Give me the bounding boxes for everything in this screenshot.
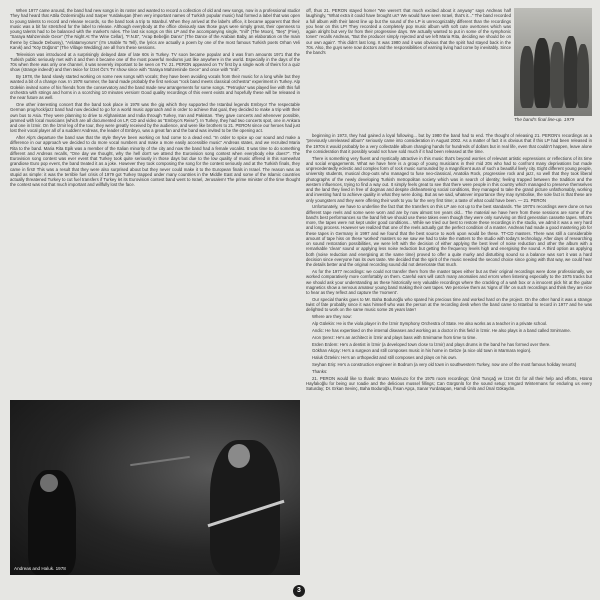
live-photo [10, 400, 300, 575]
paragraph: Haluk Öztekin: He's an orthopedist and still composes and plays on his own. [312, 355, 458, 361]
band-photo [514, 8, 592, 116]
article-column-left [10, 8, 300, 398]
paragraph: Where are they now: [312, 314, 352, 320]
paragraph: After Alp's departure the band saw that the style they've been working on had come to a dead end. "In order to spice up our sound and make a difference in our approach we decided to do more vocal numbers and make a more easily accessible music" Andreas states, and we recruited Maria Rita to the band. Maria Rita Epik was a member of the Italian minority of the city and now the band had a female vocalist. It was time to do something different and Andreas recalls, "One day we thought, why the hell don't we attend the Eurovision song contest when everybody else does?". The Eurovision song contest was ever event that Turkey took quite seriously in those days but due to the low quality of music offered in this somewhat grandiose Euro pop event, the band treated it as a joke. However they took composing the song for the contest seriously and at the Turkish finals, they came in first! This was a result that they were also surprised about but they never could make it to the European finals in Israel. The reason was as stupid as simple: it was the terrible fuel crisis of 1979 got Turkey trapped under many countries in the Middle East and some of the Islamic countries actually threatened Turkey to cut fuel transfers if Turkey let its Eurovision contest band went to Israel, Jerusalem! The prime minister of the time thought the contest was not that much important and willfully lost the face. [10, 135, 300, 188]
paragraph: There is something very fluent and mystically attractive in this music that's beyond worries of relevant artistic expressions or reflections of its time and social engagements. What we have here is a group of young musicians in their mid 20s who had to confront many deprivations but made unprecedentedly eclectic and complex form of rock music surrounded by a magnificent aura of such a beautiful lively city. Eight different young people, university students, musical drop-outs who managed to fuse neo-classical, Anatolia Rock, progressive rock and jazz, so well that they took liberal photographs of the newly developing Turkish metropolitan society which was in search of identity; feeling trapped between the tradition and the western influences, trying to find a way out. It simply feels great to see that there were people in this country which managed to preserve themselves and the land they lived in free of dogmas and despite disheartening social conditions, they managed to take the grand picture unfathomably, working and investing hard to achieve quality in what they were doing. But as we said, whatever importance they may symbolise, the sole fact is that these are only youngsters and they were offering their work to you for the very first time; a taste of what could have been. — 21. PERON [306, 155, 592, 203]
article-column-right-top [306, 8, 511, 130]
article-column-right [306, 133, 592, 583]
paragraph: As for the 1977 recordings: we could not transfer them from the master tapes either but as their original recordings were done professionally, we worked comparatively more comfortably on them. Careful ears will catch many anomalies and errors when listening especially to the 1975 tracks but we should ask your understanding as these historically very valuable recordings where the crackling of a wah box or a innocent pick hit at the guitar magnetics show a nervous amateur young band making their own tapes. We perceive them as 'signs of life' on such recordings and think they are nice to hear as they reflect and capture the 'moment'. [306, 269, 592, 296]
paragraph: Seyhan Eriş: He's a construction engineer in Bodrum (a very old town in southwestern Turkey, now one of the most famous holiday resorts) [312, 362, 577, 368]
paragraph: Erden Erdem: He's a dentist in İzmir (a developed town close to İzmir) and plays drums in the band he has formed over there. [312, 341, 551, 347]
paragraph: Alp Gülekin: He is the viola player in the İzmir Symphony Orchestra of State. He also works as a teacher in a private school. [312, 321, 548, 327]
paragraph: Television was introduced at a surprisingly delayed date of late 60s in Turkey. TV soon became popular and it was from amounts 1971 that the Turkish public seriously met with it and then it became one of the most powerful mediums just like anywhere in the world. Especially in the days of the 70s when there was only one channel, it was severely important to be seen on TV. 21. PERON appeared on TV first by a single work of theirs for a quiz show (strange indeed!) and then twice for İzzet Öz's TV show since with "Saraya Mahzeninde Gece" and once with "Inili". [10, 51, 300, 73]
paragraph: Our special thanks goes to Mr. Baha Boduroğlu who spared his precious time and worked hard on the project. On the other hand it was a strange twist of fate probably since it was himself who was the person at the recording desk when the band came to Istanbul to record in 1977 and he was delighted to work on the same music some 26 years later! [306, 296, 592, 313]
paragraph: When 1977 came around, the band had new songs in its roster and wanted to record a collection of old and new songs, now in a professional studio! They had heard that Attila Özdemiroğlu and Sarper Yurdakuşan (then very important names of Turkish popular music) had formed a label that was open to young talents to record and release records, so the band took a trip to Istanbul. When they arrived at the label's office, it became apparent that their music was a bit far stretched for the label to release. Although everybody at the office obviously saw those guys were simply great, their openness to young talents had to be balanced with the market's rules. The last six songs on this LP and the accompanying single, "Inili" (The Moon), "Beş" (Five), "Saraya Mahzeninde Gece" (The Night At The Wine Cellar), "F.N.B", "Arap Bebeğin Dansı" (The Dance of the Arabian Baby, an elaboration on the main theme by Claude Debussy), "Anlatamıyorum" (I'm Unable To Tell), the lyrics are actually a poem by one of the most famous Turkish poets Orhan Veli Kanık) and "Köy Düğünü" (The Village Wedding) are all from these sessions. [10, 8, 300, 50]
paragraph: One other interesting concert that the band took place in 1978 was the gig which they supported the Istanbul legends Embryo! The respectable German prog/rock/jazz band had now decided to go for a world music approach and in order to achieve that goal, they decided to make a trip with their own bus to Asia. They were planning to drive to Afghanistan and India through Turkey, Iran and Pakistan. They gave concerts and whenever possible, jammed with local musicians (which are all documented on LP, CD and video as "Embryo's Reise"). In Turkey, they had two concerts spot, one in Ankara and one in İzmir. On the İzmir leg of the tour, they were greatly received by the audience, and were like brothers to 21. PERON since our heroes had just lost their vocal player all of a sudden! Andreas, the leader of Embryo, was a great fan and the band was invited to be the opening act. [10, 102, 300, 134]
paragraph: Thanks: [312, 368, 328, 374]
page-number-badge: 3 [293, 585, 305, 597]
paragraph: By 1978, the band slowly started working on some new songs with vocals; they have been avoiding vocals from their music for a long while but they wanted a bit of a change now. In 1978 summer, the band made probably the first serious "rock band meets classical orchestra" experiment in Turkey. Alp Gülekin invited some of his friends from the conservatory and the band made new arrangements for some songs. "Petruşka" was played live with this full orchestra with strings and horns in a scorching 10 minutes version! Good quality recordings of this event exists and hopefully these will be released in the near future as well. [10, 74, 300, 101]
paragraph: off, thus 21. PERON stayed home! "We weren't that much excited about it anyway" says Andreas half laughingly, "What extra it could have brought us? We would have seen Israel, that's it..." The band recorded a full album with their latest line up but the sound of the LP is unrecognizably different than the recordings you hear on this LP! They recorded a completely pop music album with soft cute overtones which was again alright but very far from their progressive days. We actually wanted to put in some of the symphonic tones" recalls Andreas, "But the producer simply rejected and we left Maria Rita, deciding we should be on our own again". This didn't last long. It was 1980 and it was obvious that the spirit had stayed back in the 70s. Also, the guys were now doctors and the responsibilities of earning living had come by inevitably. Since the band's [306, 8, 511, 55]
paragraph: Aron Şerez: He's an architect in İzmir and plays bass with Smirname from time to time. [312, 334, 477, 340]
paragraph: beginning in 1973, they had gained a loyal following... but by 1980 the band had to end. The thought of releasing 21. PERON's recordings as a "previously unreleased album" seriously came into consideration in August 2002. As a matter of fact it is obvious that if this LP had been released in the 1970s it would probably be a very collectable album changing hands for hundreds of dollars but in real life, even that couldn't happen, leave alone the consideration that it possibly would not have sold much if it had been released at the time. [306, 133, 592, 154]
band-photo-caption: The band's final line-up. 1979 [514, 117, 575, 122]
live-photo-caption: Andreas and Haluk. 1978 [14, 566, 66, 571]
paragraph: Andic: He has expertised on the internal diseases and working as a doctor in this field in İzmir. He also plays in a band called Smirname. [312, 327, 571, 333]
paragraph: Unfortunately, we have to underline the fact that the transfers on this LP are not up to the best standards. The 1970's recordings were done on two different tape reels and some were worn and are by now almost ten years old... The material we have here from these sessions are some of the band's best performances so the band felt we should use these takes even though they were only surviving on third generation cassette tapes. What's more, the tapes were not kept under good conditions... While we tried our best to restore these recordings in the studio, we admit it was a very hard and long process. However we realized that one of the reels actually got the perfect condition of a master. Andreas had made a good mastering job for these tapes in Germany in 1997 and we found that the best source to work upon would be these. TT-CD masters. There was still a considerable amount of tape hiss on these 'worked' masters so we saw we had to take the matters to the studio with today's technology. After days of researching on sound restoration possibilities, we were left with the decision of either applying the best level of noise reduction and other the album with a remarkable 'clean' sound or applying less noise reduction but getting the frequency levels high and energising the sound. A third option as applying both (noise reduction and energising at the same time) proved to offer a quite murky and disturbing sound so a balance was sort it was a hard decision since everyone has its own taste. We decided that the spirit of the music needed the second choice since going with that way, we could hear the details better and the original recording sound did not deteriorate that much. [306, 204, 592, 268]
paragraph: Gökhan Akçay: He's a surgeon and still composes music in his home in Gebze (a nice old town in Marmara region). [312, 348, 532, 354]
paragraph: 21. PERON would like to thank: Bruno Marinuzo for the 1975 room recordings; Ümit Tunçağ ve İzzet Öz for all their help and efforts, Hüsnü Hayfalıoğlu for being our roadie and the delicious mussel fillings; Can Gürgünlü for the sound setup; Irmgard Wintermans for enduring us every Saturday; Dr. Erkan Sevinç, Baha Boduroğlu, İhsan Apça, Sanar Yurdatapan, Hamdi Ünlü and Ünal Gökaydın. [306, 375, 592, 392]
